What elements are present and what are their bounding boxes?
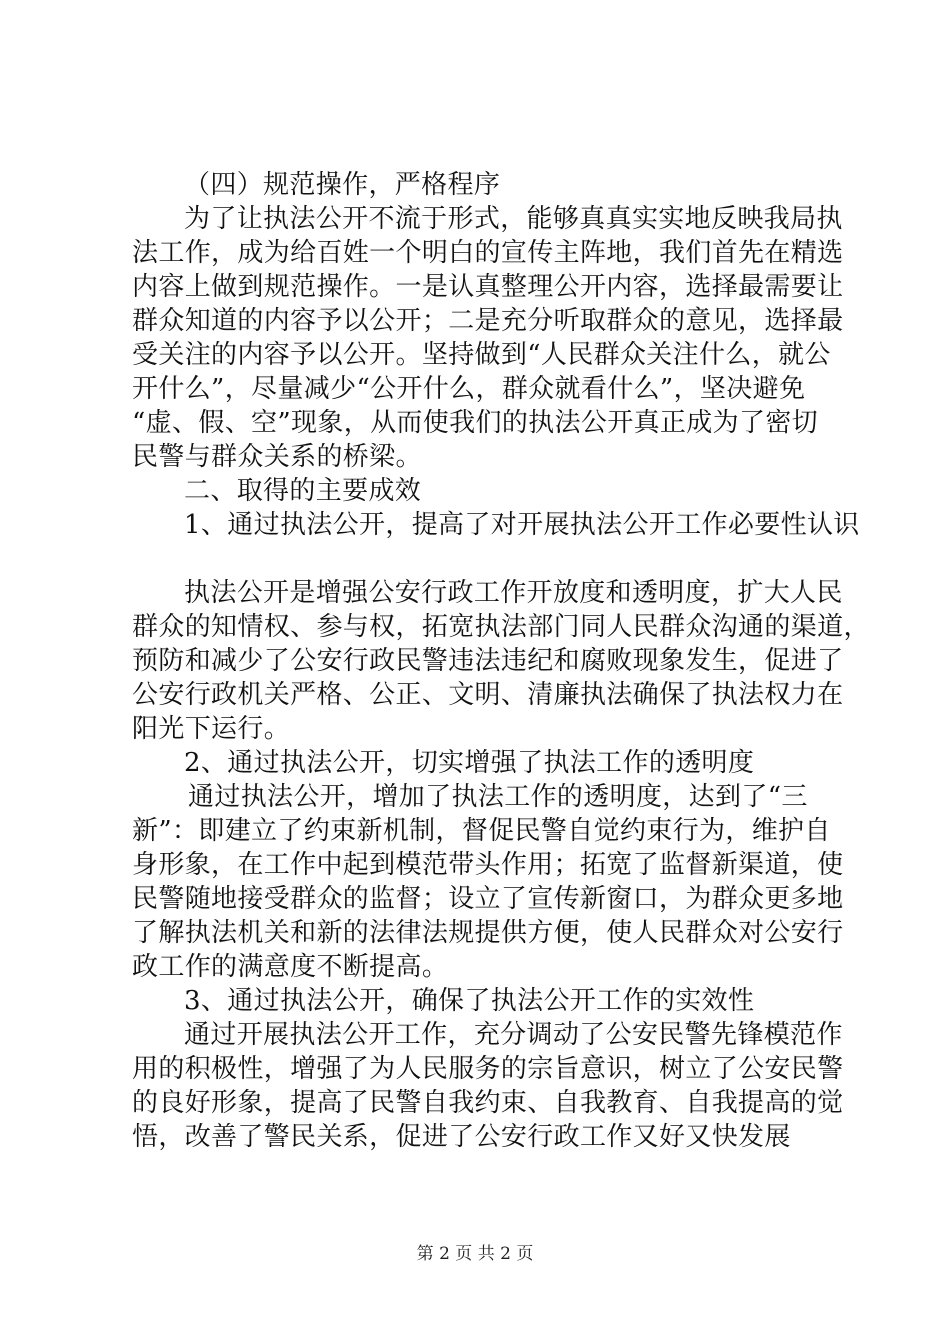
document-body (132, 168, 870, 1154)
paragraph-line: 执法公开是增强公安行政工作开放度和透明度，扩大人民 (184, 578, 843, 608)
paragraph-line: “虚、假、空”现象，从而使我们的执法公开真正成为了密切 (132, 408, 819, 438)
paragraph-line: 身形象，在工作中起到模范带头作用；拓宽了监督新渠道，使 (132, 850, 844, 880)
paragraph-line: 群众知道的内容予以公开；二是充分听取群众的意见，选择最 (132, 306, 844, 336)
paragraph-line: 为了让执法公开不流于形式，能够真真实实地反映我局执 (184, 204, 843, 234)
paragraph-line: 预防和减少了公安行政民警违法违纪和腐败现象发生，促进了 (132, 646, 844, 676)
paragraph-line: 群众的知情权、参与权，拓宽执法部门同人民群众沟通的渠道， (132, 612, 870, 642)
page-number-footer: 第 2 页 共 2 页 (416, 1244, 534, 1264)
paragraph-line: 民警与群众关系的桥梁。 (132, 442, 422, 472)
paragraph-line: 开什么”，尽量减少“公开什么，群众就看什么”，坚决避免 (132, 374, 806, 404)
paragraph-line: 的良好形象，提高了民警自我约束、自我教育、自我提高的觉 (132, 1088, 844, 1118)
subsection-heading: 3、通过执法公开，确保了执法公开工作的实效性 (184, 986, 755, 1016)
paragraph-line: 通过开展执法公开工作，充分调动了公安民警先锋模范作 (184, 1020, 843, 1050)
paragraph-line: 用的积极性，增强了为人民服务的宗旨意识，树立了公安民警 (132, 1054, 844, 1084)
paragraph-line: 通过执法公开，增加了执法工作的透明度，达到了“三 (188, 782, 808, 812)
subsection-heading: 1、通过执法公开，提高了对开展执法公开工作必要性认识 (184, 510, 860, 540)
paragraph (132, 202, 844, 474)
paragraph-line: 法工作，成为给百姓一个明白的宣传主阵地，我们首先在精选 (132, 238, 844, 268)
paragraph (132, 1018, 844, 1154)
paragraph-line: 了解执法机关和新的法律法规提供方便，使人民群众对公安行 (132, 918, 844, 948)
paragraph (132, 780, 844, 984)
paragraph-line: 内容上做到规范操作。一是认真整理公开内容，选择最需要让 (132, 272, 844, 302)
blank-line (132, 542, 832, 576)
section-heading: 二、取得的主要成效 (184, 476, 422, 506)
paragraph-line: 悟，改善了警民关系，促进了公安行政工作又好又快发展 (132, 1122, 791, 1152)
section-heading: （四）规范操作，严格程序 (184, 170, 501, 200)
paragraph-line: 民警随地接受群众的监督；设立了宣传新窗口，为群众更多地 (132, 884, 844, 914)
subsection-heading: 2、通过执法公开，切实增强了执法工作的透明度 (184, 748, 755, 778)
paragraph-line: 阳光下运行。 (132, 714, 291, 744)
paragraph-line: 受关注的内容予以公开。坚持做到“人民群众关注什么，就公 (132, 340, 831, 370)
paragraph-line: 新”：即建立了约束新机制，督促民警自觉约束行为，维护自 (132, 816, 831, 846)
paragraph-line: 公安行政机关严格、公正、文明、清廉执法确保了执法权力在 (132, 680, 844, 710)
paragraph (132, 576, 870, 746)
paragraph-line: 政工作的满意度不断提高。 (132, 952, 449, 982)
